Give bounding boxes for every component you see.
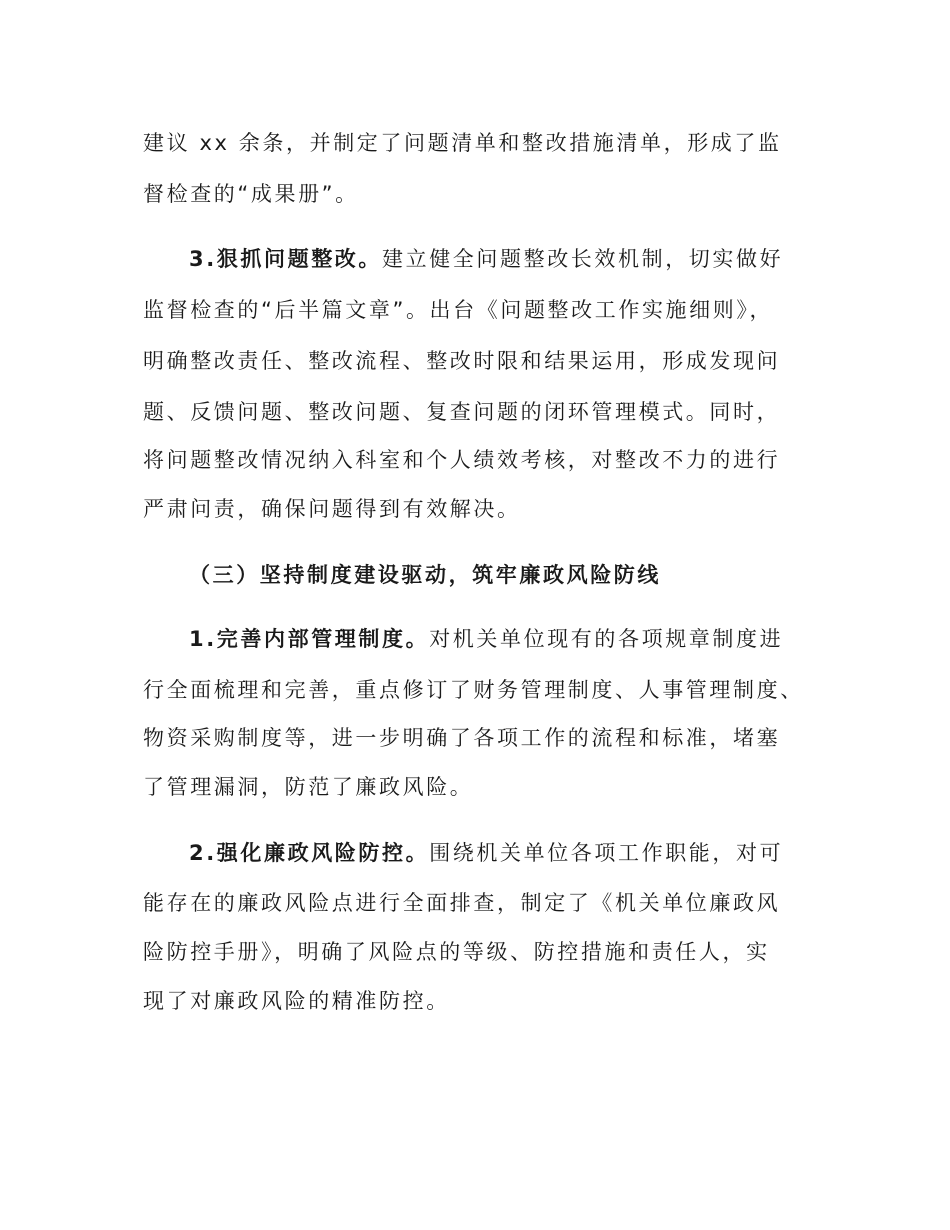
- paragraph-line: [189, 838, 783, 868]
- paragraph-line: 明确整改责任、整改流程、整改时限和结果运用，形成发现问: [143, 349, 781, 373]
- paragraph-line: 将问题整改情况纳入科室和个人绩效考核，对整改不力的进行: [143, 448, 781, 472]
- paragraph-text: 对机关单位现有的各项规章制度进: [429, 627, 784, 651]
- paragraph-lead: 1.完善内部管理制度。: [189, 627, 430, 651]
- paragraph-line: [189, 244, 783, 274]
- section-heading: （三）坚持制度建设驱动，筑牢廉政风险防线: [189, 563, 661, 587]
- paragraph-line: 严肃问责，确保问题得到有效解决。: [143, 497, 521, 521]
- paragraph-lead: 3.狠抓问题整改。: [189, 247, 382, 271]
- paragraph-text: 建立健全问题整改长效机制，切实做好: [382, 247, 784, 271]
- paragraph-line: 能存在的廉政风险点进行全面排查，制定了《机关单位廉政风: [143, 891, 781, 915]
- paragraph-line: 物资采购制度等，进一步明确了各项工作的流程和标准，堵塞: [143, 726, 781, 750]
- paragraph-line: 了管理漏洞，防范了廉政风险。: [143, 775, 474, 799]
- paragraph-line: 督检查的“成果册”。: [143, 182, 359, 206]
- paragraph-line: 行全面梳理和完善，重点修订了财务管理制度、人事管理制度、: [143, 678, 804, 702]
- paragraph-text: 围绕机关单位各项工作职能，对可: [429, 841, 784, 865]
- paragraph-line: 险防控手册》，明确了风险点的等级、防控措施和责任人，实: [143, 940, 770, 964]
- paragraph-line: 题、反馈问题、整改问题、复查问题的闭环管理模式。同时，: [143, 400, 781, 424]
- paragraph-line: [189, 624, 783, 654]
- paragraph-line: 现了对廉政风险的精准防控。: [143, 989, 450, 1013]
- paragraph-lead: 2.强化廉政风险防控。: [189, 841, 430, 865]
- paragraph-line: 建议 xx 余条，并制定了问题清单和整改措施清单，形成了监: [143, 131, 782, 155]
- paragraph-line: 监督检查的“后半篇文章”。出台《问题整改工作实施细则》，: [143, 298, 774, 322]
